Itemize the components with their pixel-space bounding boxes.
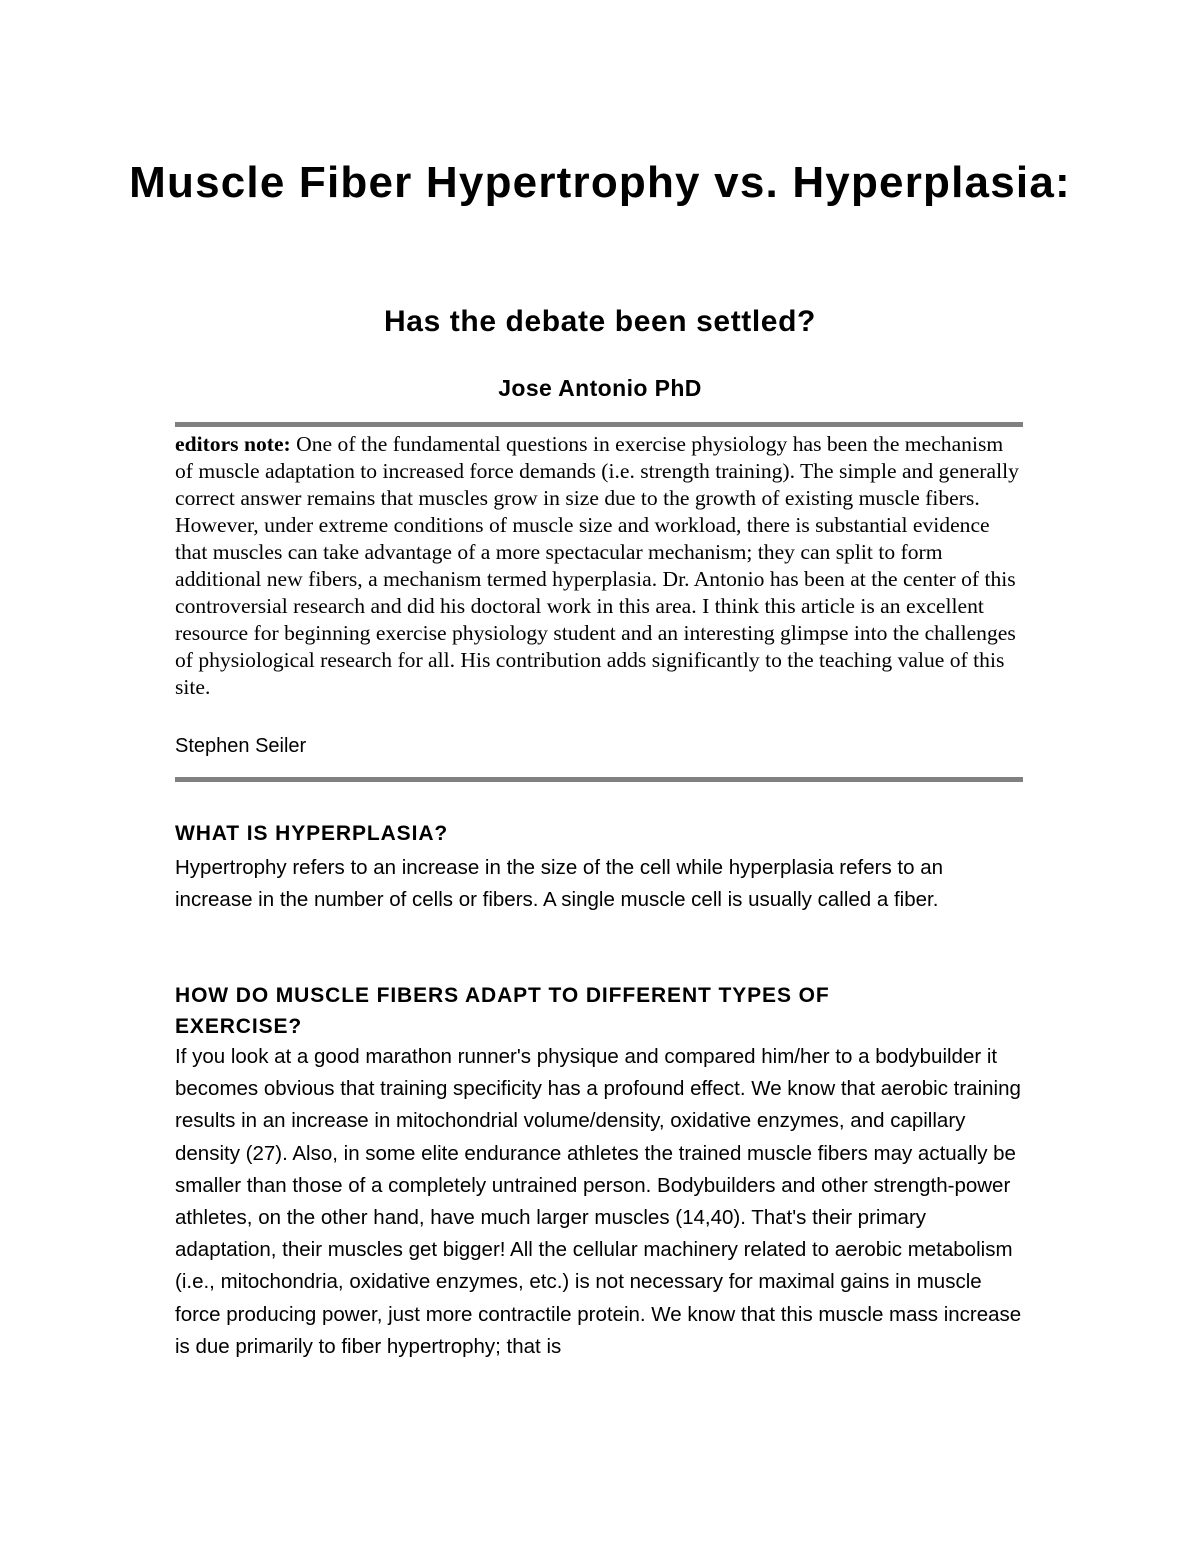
editors-note-label: editors note: [175, 432, 291, 456]
editors-note-text: One of the fundamental questions in exercise physiology has been the mechanism of muscle adaptation to increased force demands (i.e. strength training). The simple and generally correct answer remains that muscles grow in size due to the growth of existing muscle fibers. However, under extreme conditions of muscle size and workload, there is substantial evidence that muscles can take advantage of a more spectacular mechanism; they can split to form additional new fibers, a mechanism termed hyperplasia. Dr. Antonio has been at the center of this controversial research and did his doctoral work in this area. I think this article is an excellent resource for beginning exercise physiology student and an interesting glimpse into the challenges of physiological research for all. His contribution adds significantly to the teaching value of this site. [175, 432, 1019, 699]
document-subtitle: Has the debate been settled? [384, 305, 816, 338]
section-heading: WHAT IS HYPERPLASIA? [175, 822, 449, 845]
divider-top [175, 422, 1023, 427]
editors-note [175, 431, 1025, 701]
document-title: Muscle Fiber Hypertrophy vs. Hyperplasia: [129, 158, 1071, 207]
author-byline: Jose Antonio PhD [498, 375, 702, 401]
section-heading: HOW DO MUSCLE FIBERS ADAPT TO DIFFERENT TYPES OF EXERCISE? [175, 984, 830, 1038]
divider-bottom [175, 777, 1023, 782]
section-body: If you look at a good marathon runner's physique and compared him/her to a bodybuilder it becomes obvious that training specificity has a profound effect. We know that aerobic training results in an increase in mitochondrial volume/density, oxidative enzymes, and capillary density (27). Also, in some elite endurance athletes the trained muscle fibers may actually be smaller than those of a completely untrained person. Bodybuilders and other strength-power athletes, on the other hand, have much larger muscles (14,40). That's their primary adaptation, their muscles get bigger! All the cellular machinery related to aerobic metabolism (i.e., mitochondria, oxidative enzymes, etc.) is not necessary for maximal gains in muscle force producing power, just more contractile protein. We know that this muscle mass increase is due primarily to fiber hypertrophy; that is [175, 1045, 1022, 1358]
section-body: Hypertrophy refers to an increase in the size of the cell while hyperplasia refers to an increase in the number of cells or fibers. A single muscle cell is usually called a fiber. [175, 856, 943, 912]
editors-note-signature: Stephen Seiler [175, 735, 307, 757]
